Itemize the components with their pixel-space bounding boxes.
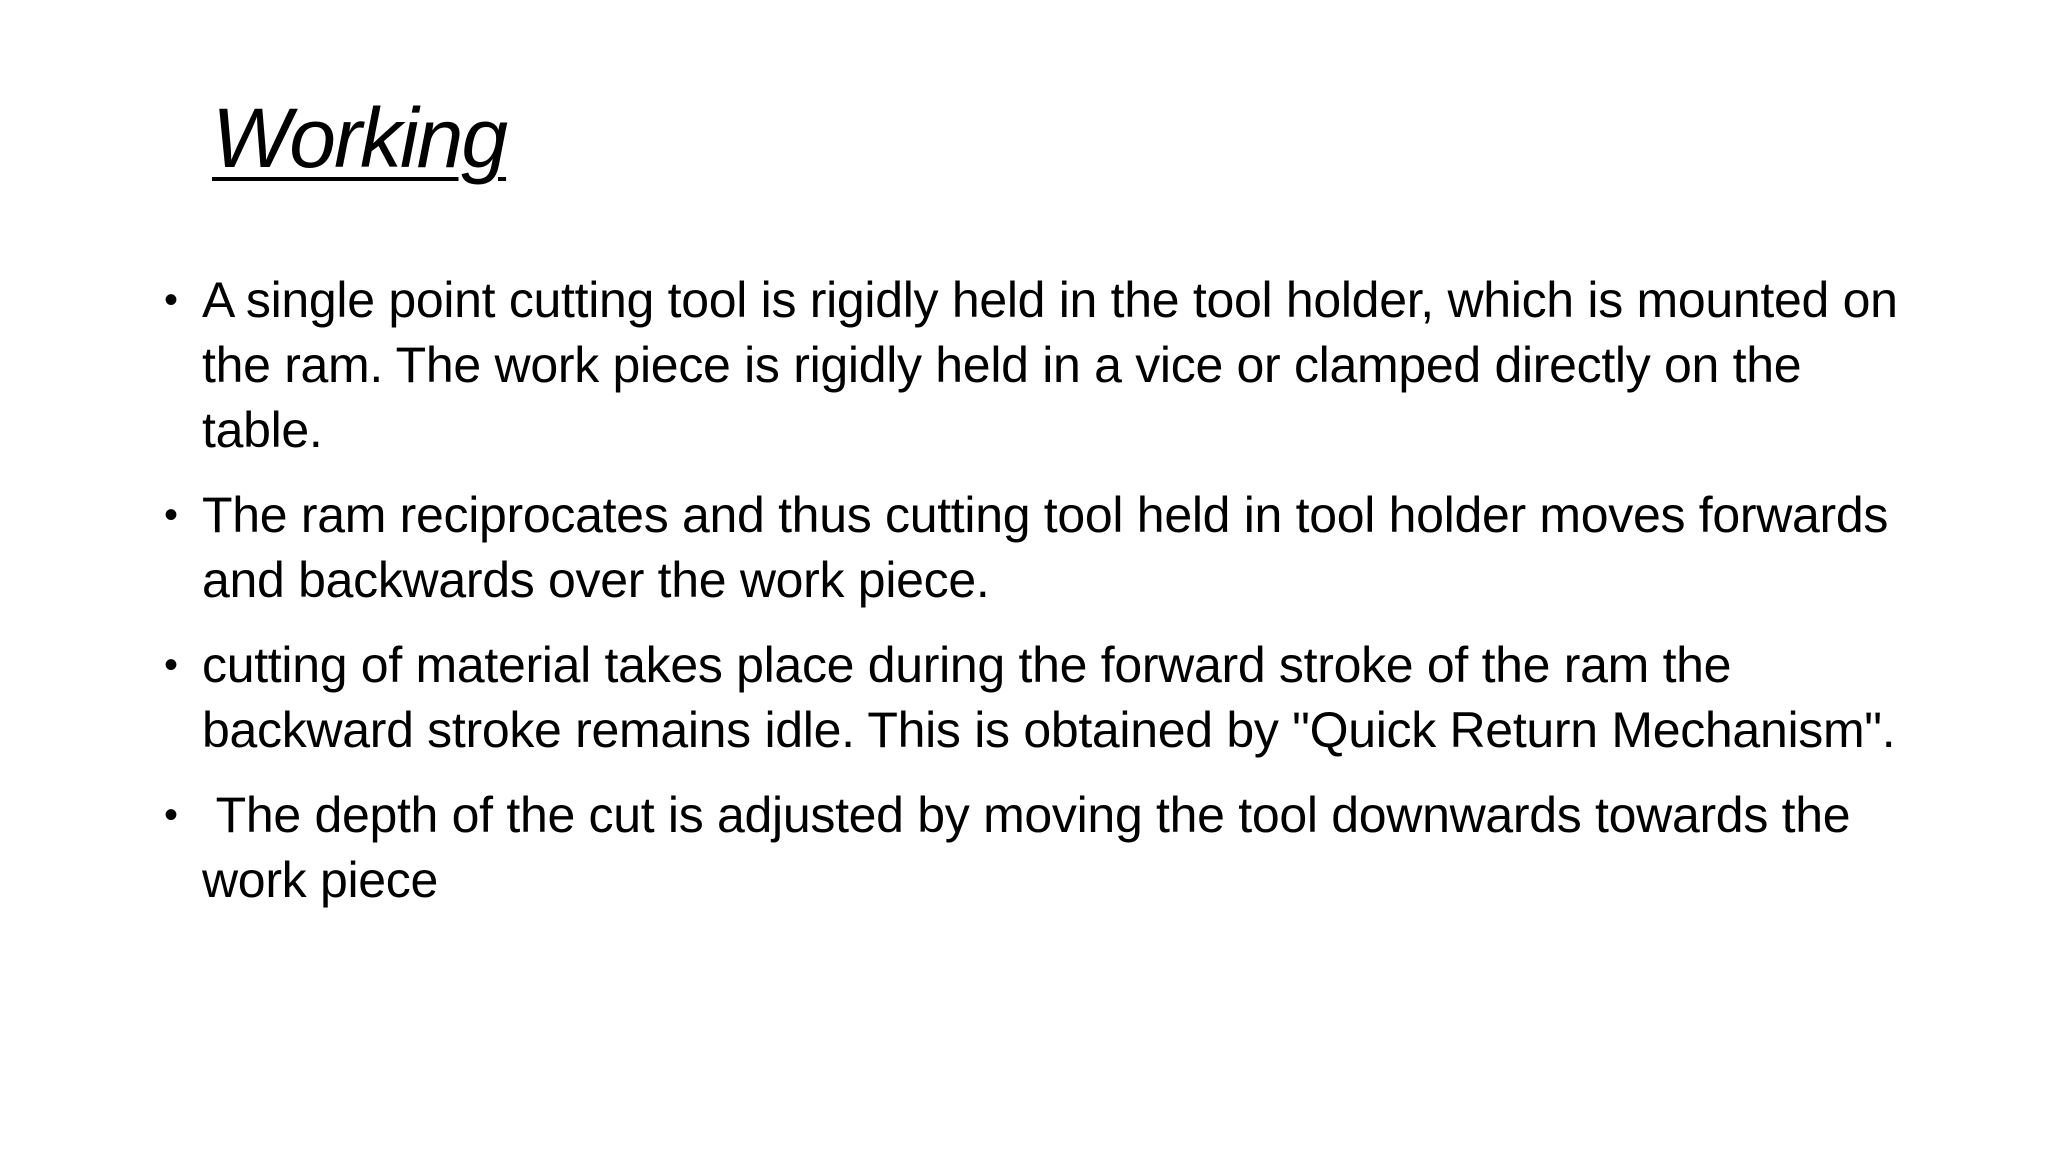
bullet-item <box>160 783 1900 913</box>
slide-title: Working <box>212 91 507 185</box>
bullet-dot-icon: • <box>164 793 178 837</box>
bullet-dot-icon: • <box>164 493 178 537</box>
bullet-item <box>160 483 1900 613</box>
bullet-item <box>160 633 1900 763</box>
bullet-item <box>160 268 1900 463</box>
bullet-dot-icon: • <box>164 643 178 687</box>
bullet-text: The ram reciprocates and thus cutting tool held in tool holder moves forwards and backwards over the work piece. <box>202 487 1889 608</box>
bullet-dot-icon: • <box>164 278 178 322</box>
bullet-text: A single point cutting tool is rigidly held in the tool holder, which is mounted on the ram. The work piece is rigidly held in a vice or clamped directly on the table. <box>202 272 1898 458</box>
bullet-text: The depth of the cut is adjusted by moving the tool downwards towards the work piece <box>202 787 1864 908</box>
bullet-text: cutting of material takes place during the forward stroke of the ram the backward stroke remains idle. This is obtained by "Quick Return Mechanism". <box>202 637 1896 758</box>
bullet-list <box>160 268 1900 933</box>
